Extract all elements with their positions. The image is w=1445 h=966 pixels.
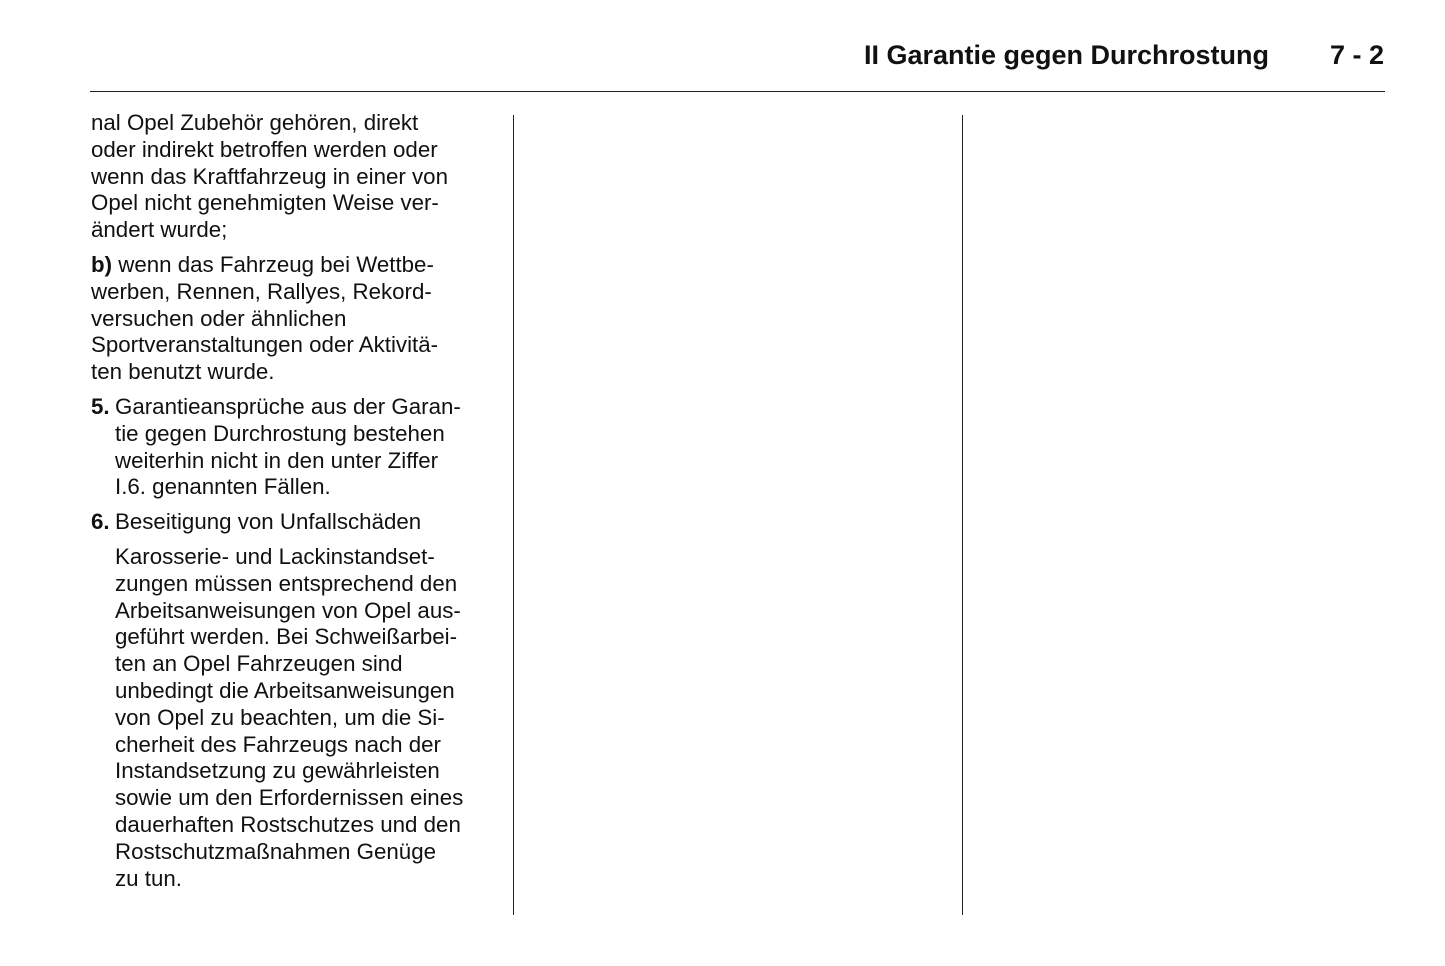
text-line: cherheit des Fahrzeugs nach der	[115, 731, 441, 757]
text-line: Garantieansprüche aus der Garan-	[115, 393, 461, 419]
text-line: dauerhaften Rostschutzes und den	[115, 811, 461, 837]
item-b-text: wenn das Fahrzeug bei Wettbe-	[112, 251, 434, 277]
item-5-number: 5.	[91, 393, 110, 419]
text-line: I.6. genannten Fällen.	[115, 474, 331, 500]
item-6-heading: Beseitigung von Unfallschäden	[115, 509, 422, 535]
text-line: versuchen oder ähnlichen	[91, 305, 347, 331]
column-divider-2	[962, 115, 963, 915]
text-line	[91, 252, 501, 279]
page-header	[0, 36, 1445, 76]
item-6-number: 6.	[91, 509, 110, 535]
text-line: Rostschutzmaßnahmen Genüge	[115, 838, 436, 864]
text-line: Opel nicht genehmigten Weise ver-	[91, 190, 439, 216]
page-number: 7 - 2	[1329, 40, 1384, 70]
item-b	[91, 252, 501, 386]
text-line: ten an Opel Fahrzeugen sind	[115, 651, 403, 677]
item-6-heading-block	[91, 509, 501, 536]
item-5	[91, 394, 501, 501]
text-line: werben, Rennen, Rallyes, Rekord-	[91, 278, 432, 304]
text-line: oder indirekt betroffen werden oder	[91, 136, 438, 162]
text-line: von Opel zu beachten, um die Si-	[115, 704, 445, 730]
text-line: unbedingt die Arbeitsanweisungen	[115, 677, 455, 703]
column-1	[91, 110, 501, 892]
text-line: sowie um den Erfordernissen eines	[115, 785, 464, 811]
text-line: geführt werden. Bei Schweißarbei-	[115, 624, 458, 650]
text-line: Instandsetzung zu gewährleisten	[115, 758, 440, 784]
text-line: tie gegen Durchrostung bestehen	[115, 420, 445, 446]
text-line: Sportveranstaltungen oder Aktivitä-	[91, 332, 439, 358]
text-line: Karosserie- und Lackinstandset-	[115, 543, 435, 569]
continuation-paragraph	[91, 110, 501, 244]
text-line: Arbeitsanweisungen von Opel aus-	[115, 597, 461, 623]
column-divider-1	[513, 115, 514, 915]
text-line: nal Opel Zubehör gehören, direkt	[91, 110, 419, 135]
text-line: zu tun.	[115, 865, 182, 891]
text-line: ändert wurde;	[91, 217, 228, 243]
item-b-label: b)	[91, 251, 113, 277]
item-6-body	[91, 544, 501, 892]
text-line: wenn das Kraftfahrzeug in einer von	[91, 163, 448, 189]
text-line: ten benutzt wurde.	[91, 359, 275, 385]
text-line: zungen müssen entsprechend den	[115, 570, 458, 596]
section-title: II Garantie gegen Durchrostung	[863, 40, 1269, 70]
header-rule	[90, 91, 1385, 92]
text-line: weiterhin nicht in den unter Ziffer	[115, 447, 439, 473]
